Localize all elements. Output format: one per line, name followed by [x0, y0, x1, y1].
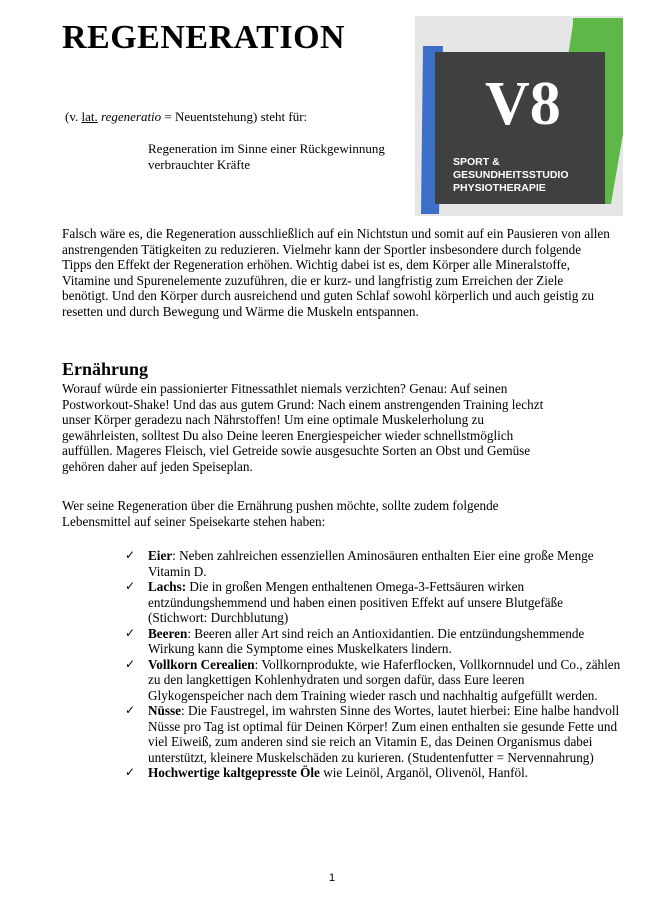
logo-line1: SPORT & [453, 156, 500, 168]
food-description: Die in großen Mengen enthaltenen Omega-3-Fettsäuren wirken entzündungshemmend und haben einen positiven Effekt auf unsere Blutgefäße (Stichwort: Durchblutung) [148, 579, 564, 625]
checkmark-icon: ✓ [125, 548, 136, 562]
page-title: REGENERATION [62, 19, 346, 56]
checkmark-icon: ✓ [125, 656, 136, 671]
definition-lat: lat. [81, 109, 98, 124]
list-item [123, 657, 623, 704]
food-description: : Beeren aller Art sind reich an Antioxidantien. Die entzündungshemmende Wirkung kann die Symptome eines Muskelkaters lindern. [148, 625, 585, 656]
food-name: Beeren [148, 625, 188, 641]
definition-prefix: (v. [65, 109, 82, 124]
list-item [123, 579, 623, 626]
food-description: : Die Faustregel, im wahrsten Sinne des Wortes, lautet hierbei: Eine halbe handvoll Nüsse pro Tag ist optimal für Deinen Körper! Zum einen enthalten sie gesunde Fette und viel Eiweiß, zum anderen sind sie reich an Vitamin E, das Deinen Organismus dabei unterstützt, kleinere Muskelschäden zu kurieren. (Studentenfutter = Nervennahrung) [148, 703, 620, 765]
checkmark-icon: ✓ [125, 703, 136, 717]
page-number: 1 [328, 872, 336, 884]
list-item [123, 765, 623, 781]
list-item [123, 626, 623, 657]
list-item [123, 703, 623, 765]
definition-meaning: Regeneration im Sinne einer Rückgewinnung verbrauchter Kräfte [148, 141, 385, 172]
definition-term: regeneratio [101, 109, 162, 124]
intro-paragraph: Falsch wäre es, die Regeneration ausschließlich auf ein Nichtstun und somit auf ein Pausieren von allen anstrengenden Tätigkeiten zu reduzieren. Vielmehr kann der Sportler insbesondere durch folgende Tipps den Effekt der Regeneration erhöhen. Wichtig dabei ist es, dem Körper alle Mineralstoffe, Vitamine und Spurenelemente zuzuführen, die er kurz- und langfristig zum Erreichen der Ziele benötigt. Und den Körper durch ausreichend und guten Schlaf sowohl körperlich und auch geistig zu resetten und durch Bewegung und Wärme die Muskeln entspannen. [62, 226, 610, 319]
foods-intro-paragraph: Wer seine Regeneration über die Ernährung pushen möchte, sollte zudem folgende Lebensmittel auf seiner Speisekarte stehen haben: [62, 498, 499, 529]
logo-line3: PHYSIOTHERAPIE [453, 182, 546, 194]
v8-logo [415, 16, 623, 216]
food-description: : Vollkornprodukte, wie Haferflocken, Vollkornnudel und Co., zählen zu den langkettigen Kohlenhydraten und sorgen dafür, dass Eure leeren Glykogenspeicher nach dem Training wieder rasch und nachhaltig aufgefüllt werden. [148, 656, 621, 703]
food-name: Lachs: [148, 579, 187, 594]
list-item [123, 548, 623, 579]
checkmark-icon: ✓ [125, 579, 136, 593]
definition-rest: = Neuentstehung) steht für: [161, 109, 308, 124]
food-description: wie Leinöl, Arganöl, Olivenöl, Hanföl. [319, 765, 529, 780]
logo-mark: V8 [485, 70, 561, 138]
checkmark-icon: ✓ [125, 765, 136, 779]
nutrition-paragraph: Worauf würde ein passionierter Fitnessathlet niemals verzichten? Genau: Auf seinen Postworkout-Shake! Und das aus gutem Grund: Nach einem anstrengenden Training lechzt unser Körper geradezu nach Nährstoffen! Um eine optimale Muskelerholung zu gewährleisten, solltest Du also Deine leeren Energiespeicher wieder schnellstmöglich auffüllen. Mageres Fleisch, viel Getreide sowie ausgesuchte Sorten an Obst und Gemüse gehören daher auf jeden Speiseplan. [62, 381, 544, 474]
food-name: Vollkorn Cerealien [148, 656, 255, 672]
food-description: : Neben zahlreichen essenziellen Aminosäuren enthalten Eier eine große Menge Vitamin D. [148, 548, 594, 579]
food-list [123, 548, 623, 781]
food-name: Eier [148, 548, 173, 563]
logo-line2: GESUNDHEITSSTUDIO [453, 169, 569, 181]
checkmark-icon: ✓ [125, 625, 136, 640]
food-name: Nüsse [148, 703, 181, 718]
food-name: Hochwertige kaltgepresste Öle [148, 765, 320, 780]
definition-line [65, 109, 307, 125]
section-heading-ernaehrung: Ernährung [62, 359, 149, 379]
